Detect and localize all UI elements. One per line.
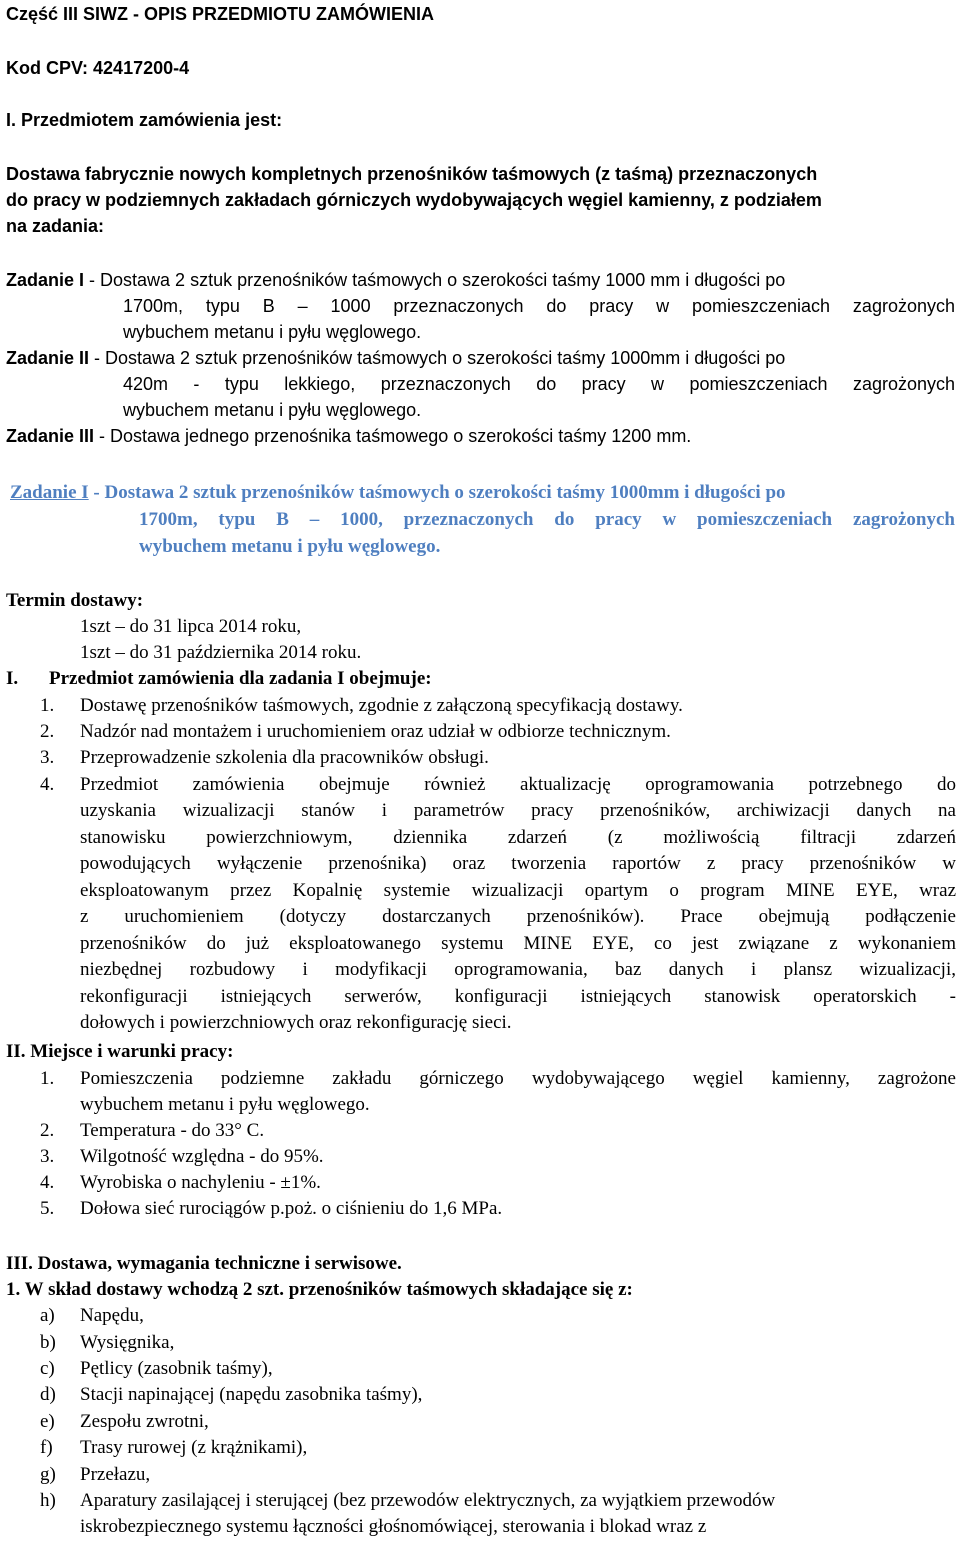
cpv-label: Kod CPV: — [6, 58, 89, 78]
list-item: Przeprowadzenie szkolenia dla pracowników obsługi. — [80, 747, 489, 768]
list-letter: b) — [40, 1332, 56, 1353]
list-item-line: Przedmiot zamówienia obejmuje również aktualizację oprogramowania potrzebnego do — [80, 774, 956, 795]
highlight-task — [6, 482, 786, 504]
list-item: Pętlicy (zasobnik taśmy), — [80, 1358, 273, 1379]
list-item-line: dołowych i powierzchniowych oraz rekonfigurację sieci. — [80, 1012, 512, 1033]
list-item: Wilgotność względna - do 95%. — [80, 1146, 324, 1167]
document-title: Część III SIWZ - OPIS PRZEDMIOTU ZAMÓWIENIA — [6, 4, 435, 24]
intro-heading: I. Przedmiotem zamówienia jest: — [6, 110, 283, 130]
list-number: 2. — [40, 721, 55, 742]
list-item: Przełazu, — [80, 1464, 151, 1485]
list-item-line: Pomieszczenia podziemne zakładu górniczego wydobywającego węgiel kamienny, zagrożone — [80, 1068, 956, 1089]
task-text: - Dostawa 2 sztuk przenośników taśmowych o szerokości taśmy 1000mm i długości po — [89, 348, 786, 368]
list-item: Nadzór nad montażem i uruchomieniem oraz udział w odbiorze technicznym. — [80, 721, 671, 742]
list-item-line: rekonfiguracji istniejących serwerów, konfiguracji istniejących stanowisk operatorskich - — [80, 986, 956, 1007]
section3-subheading: 1. W skład dostawy wchodzą 2 szt. przenośników taśmowych składające się z: — [6, 1279, 633, 1300]
list-letter: e) — [40, 1411, 55, 1432]
section3-heading: III. Dostawa, wymagania techniczne i serwisowe. — [6, 1253, 402, 1274]
list-item-line: powodujących wyłączenie przenośnika) oraz tworzenia raportów z pracy przenośników w — [80, 853, 956, 874]
task-label: Zadanie III — [6, 426, 95, 446]
section1-heading — [6, 668, 432, 690]
list-number: 3. — [40, 747, 55, 768]
highlight-text: - Dostawa 2 sztuk przenośników taśmowych o szerokości taśmy 1000mm i długości po — [88, 482, 786, 503]
cpv-value: 42417200-4 — [93, 58, 190, 78]
task-zadanie-iii — [6, 426, 691, 447]
section2-heading: II. Miejsce i warunki pracy: — [6, 1041, 234, 1062]
task-line: 1700m, typu B – 1000 przeznaczonych do pracy w pomieszczeniach zagrożonych — [123, 296, 955, 316]
list-item-line: Aparatury zasilającej i sterującej (bez przewodów elektrycznych, za wyjątkiem przewodów — [80, 1490, 776, 1511]
task-line: wybuchem metanu i pyłu węglowego. — [123, 400, 422, 420]
list-item: Dołowa sieć rurociągów p.poż. o ciśnieniu do 1,6 MPa. — [80, 1198, 503, 1219]
list-item: Temperatura - do 33° C. — [80, 1120, 265, 1141]
list-item: Wysięgnika, — [80, 1332, 175, 1353]
task-label: Zadanie II — [6, 348, 90, 368]
list-item: Napędu, — [80, 1305, 144, 1326]
list-number: 4. — [40, 1172, 55, 1193]
list-item: Dostawę przenośników taśmowych, zgodnie z załączoną specyfikacją dostawy. — [80, 695, 683, 716]
list-number: 1. — [40, 1068, 55, 1089]
task-text: - Dostawa 2 sztuk przenośników taśmowych o szerokości taśmy 1000 mm i długości po — [84, 270, 786, 290]
list-item: Trasy rurowej (z krążnikami), — [80, 1437, 308, 1458]
list-letter: c) — [40, 1358, 55, 1379]
delivery-item: 1szt – do 31 października 2014 roku. — [80, 642, 362, 663]
list-letter: g) — [40, 1464, 56, 1485]
task-line: 420m - typu lekkiego, przeznaczonych do pracy w pomieszczeniach zagrożonych — [123, 374, 955, 394]
list-item-line: stanowisku powierzchniowym, dziennika zdarzeń (z możliwością filtracji zdarzeń — [80, 827, 956, 848]
task-line: wybuchem metanu i pyłu węglowego. — [123, 322, 422, 342]
task-zadanie-ii — [6, 348, 785, 369]
cpv-line — [6, 58, 189, 79]
highlight-line: 1700m, typu B – 1000, przeznaczonych do pracy w pomieszczeniach zagrożonych — [139, 509, 955, 530]
list-letter: f) — [40, 1437, 53, 1458]
list-item: Zespołu zwrotni, — [80, 1411, 209, 1432]
task-text: - Dostawa jednego przenośnika taśmowego o szerokości taśmy 1200 mm. — [94, 426, 692, 446]
delivery-heading: Termin dostawy: — [6, 590, 144, 611]
list-item-line: z uruchomieniem (dotyczy dostarczanych przenośników). Prace obejmują podłączenie — [80, 906, 956, 927]
list-number: 1. — [40, 695, 55, 716]
task-zadanie-i — [6, 270, 785, 291]
list-item-line: iskrobezpiecznego systemu łączności głośnomówiącej, sterowania i blokad wraz z — [80, 1516, 707, 1537]
list-item-line: niezbędnej rozbudowy i modyfikacji oprogramowania, baz danych i plansz wizualizacji, — [80, 959, 956, 980]
list-number: 2. — [40, 1120, 55, 1141]
intro-line: do pracy w podziemnych zakładach górniczych wydobywających węgiel kamienny, z podziałem — [6, 190, 822, 210]
list-item: Stacji napinającej (napędu zasobnika taśmy), — [80, 1384, 423, 1405]
task-label: Zadanie I — [6, 270, 85, 290]
list-item-line: uzyskania wizualizacji stanów i parametrów pracy przenośników, archiwizacji danych na — [80, 800, 956, 821]
intro-line: Dostawa fabrycznie nowych kompletnych przenośników taśmowych (z taśmą) przeznaczonych — [6, 164, 818, 184]
list-item-line: wybuchem metanu i pyłu węglowego. — [80, 1094, 370, 1115]
list-item-line: eksploatowanym przez Kopalnię systemie wizualizacji opartym o program MINE EYE, wraz — [80, 880, 956, 901]
list-letter: d) — [40, 1384, 56, 1405]
list-number: 5. — [40, 1198, 55, 1219]
highlight-line: wybuchem metanu i pyłu węglowego. — [139, 536, 441, 557]
highlight-label: Zadanie I — [10, 482, 89, 503]
delivery-item: 1szt – do 31 lipca 2014 roku, — [80, 616, 302, 637]
intro-line: na zadania: — [6, 216, 105, 236]
list-number: 3. — [40, 1146, 55, 1167]
list-letter: a) — [40, 1305, 55, 1326]
list-item: Wyrobiska o nachyleniu - ±1%. — [80, 1172, 321, 1193]
list-item-line: przenośników do już eksploatowanego systemu MINE EYE, co jest związane z wykonaniem — [80, 933, 956, 954]
list-number: 4. — [40, 774, 55, 795]
list-letter: h) — [40, 1490, 56, 1511]
section1-num: I. — [6, 668, 19, 689]
section1-title: Przedmiot zamówienia dla zadania I obejmuje: — [49, 668, 432, 689]
